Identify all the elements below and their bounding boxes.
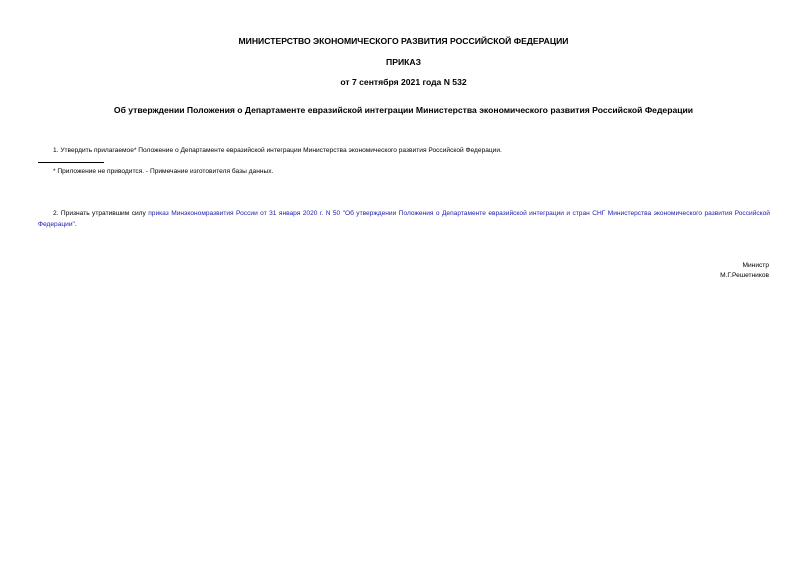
signatory-name: М.Г.Решетников [720,272,769,279]
item-1-paragraph: 1. Утвердить прилагаемое* Положение о Департаменте евразийской интеграции Министерства экономического развития Российской Федерации. [53,147,502,154]
order-type-heading: ПРИКАЗ [386,57,421,67]
order-title: Об утверждении Положения о Департаменте евразийской интеграции Министерства экономического развития Российской Федерации [113,105,694,115]
footnote-text: * Приложение не приводится. - Примечание изготовителя базы данных. [53,168,274,175]
order-date-number: от 7 сентября 2021 года N 532 [340,77,467,87]
signatory-position: Министр [742,262,769,269]
item-2-prefix: 2. Признать утратившим силу [53,210,149,217]
footnote-divider [38,162,104,163]
item-2-suffix: . [74,221,77,228]
ministry-heading: МИНИСТЕРСТВО ЭКОНОМИЧЕСКОГО РАЗВИТИЯ РОССИЙСКОЙ ФЕДЕРАЦИИ [238,36,569,46]
item-2-paragraph [38,208,770,230]
repealed-order-link[interactable]: приказ Минэкономразвития России от 31 января 2020 г. N 50 "Об утверждении Положения о Департаменте евразийской интеграции и стран СНГ Министерства экономического развития Российской Федерации" [38,210,770,228]
